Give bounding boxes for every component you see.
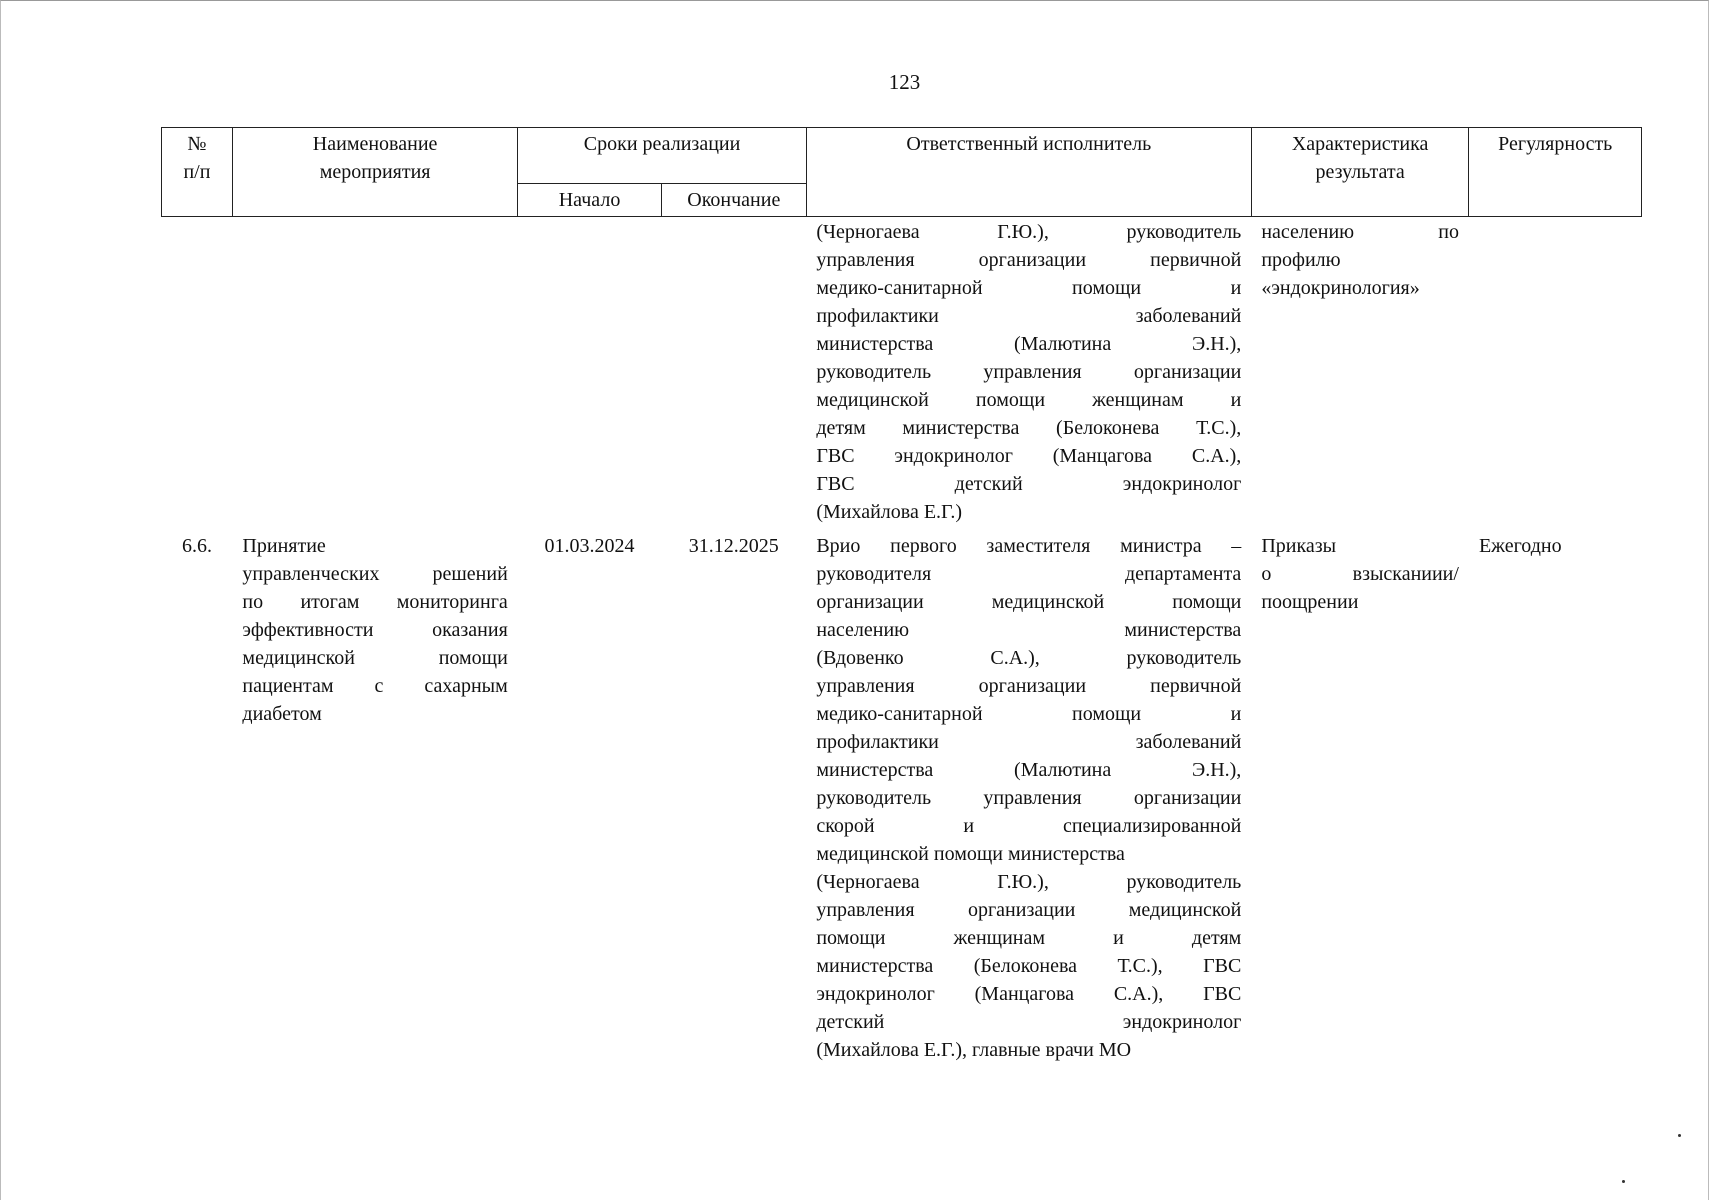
cell-result: населению по профилю «эндокринология» [1261,221,1459,299]
header-start: Начало [518,184,661,217]
cell-start: 01.03.2024 [544,535,635,557]
table-row-6-6 [162,526,1642,1064]
cell-end: 31.12.2025 [688,535,779,557]
header-result: Характеристика результата [1251,128,1469,217]
header-name: Наименование мероприятия [232,128,517,217]
cell-result: Приказы о взысканиии/ поощрении [1261,535,1459,613]
cell-name: Принятие управленческих решений по итогам мониторинга эффективности оказания медицинской помощи пациентам с сахарным диабетом [242,535,508,725]
header-end: Окончание [661,184,806,217]
header-num: № п/п [162,128,233,217]
scan-speck [1678,1134,1681,1137]
header-regularity: Регулярность [1469,128,1642,217]
header-executor: Ответственный исполнитель [806,128,1251,217]
cell-name [232,217,517,527]
page-number: 123 [888,70,921,94]
header-period: Сроки реализации [518,128,807,184]
measures-table [161,127,1642,1064]
cell-executor: (Черногаева Г.Ю.), руководитель управления организации первичной медико-санитарной помощи и профилактики заболеваний министерства (Малютина Э.Н.), руководитель управления организации медицинской помощи женщинам и детям министерства (Белоконева Т.С.), ГВС эндокринолог (Манцагова С.А.), ГВС детский эндокринолог (Михайлова Е.Г.) [816,221,1242,523]
cell-executor: Врио первого заместителя министра – руководителя департамента организации медицинской помощи населению министерства (Вдовенко С.А.), руководитель управления организации первичной медико-санитарной помощи и профилактики заболеваний министерства (Малютина Э.Н.), руководитель управления организации скорой и специализированной медицинской помощи министерства (Черногаева Г.Ю.), руководитель управления организации медицинской помощи женщинам и детям министерства (Белоконева Т.С.), ГВС эндокринолог (Манцагова С.А.), ГВС детский эндокринолог (Михайлова Е.Г.), главные врачи МО [816,535,1242,1061]
cell-num [162,217,233,527]
cell-regularity [1469,217,1642,527]
cell-regularity: Ежегодно [1478,535,1562,557]
cell-start [518,217,661,527]
cell-end [661,217,806,527]
document-table-wrapper [161,127,1642,1064]
cell-num: 6.6. [181,535,212,557]
scan-speck [1622,1180,1625,1183]
table-header [162,128,1642,217]
table-row-continuation [162,217,1642,527]
